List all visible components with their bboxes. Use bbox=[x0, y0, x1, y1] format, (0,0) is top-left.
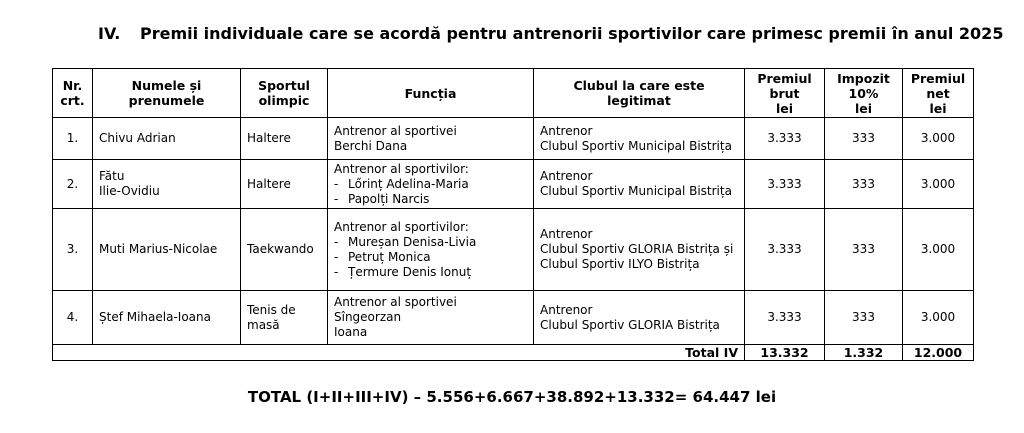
cell-club: Antrenor Clubul Sportiv GLORIA Bistrița bbox=[534, 291, 745, 345]
cell-name: Muti Marius-Nicolae bbox=[93, 209, 241, 291]
cell-name: Chivu Adrian bbox=[93, 118, 241, 160]
list-item: - Papolți Narcis bbox=[334, 191, 430, 206]
section-number: IV. bbox=[98, 24, 121, 43]
cell-sport: Haltere bbox=[241, 160, 328, 209]
cell-net: 3.000 bbox=[903, 291, 974, 345]
cell-sport: Tenis de masă bbox=[241, 291, 328, 345]
cell-net: 3.000 bbox=[903, 118, 974, 160]
total-net: 12.000 bbox=[903, 345, 974, 361]
cell-tax: 333 bbox=[825, 118, 903, 160]
total-row bbox=[53, 345, 974, 361]
list-item: - Mureșan Denisa-Livia bbox=[334, 234, 477, 249]
cell-nr: 2. bbox=[53, 160, 93, 209]
table-row bbox=[53, 291, 974, 345]
list-item: - Petruț Monica bbox=[334, 249, 431, 264]
awards-table bbox=[52, 68, 974, 361]
cell-nr: 3. bbox=[53, 209, 93, 291]
header-club: Clubul la care este legitimat bbox=[534, 69, 745, 118]
header-function: Funcția bbox=[328, 69, 534, 118]
cell-function: Antrenor al sportivilor: - Lőrinț Adelina-Maria - Papolți Narcis bbox=[328, 160, 534, 209]
grand-total: TOTAL (I+II+III+IV) – 5.556+6.667+38.892+13.332= 64.447 lei bbox=[247, 388, 777, 406]
cell-gross: 3.333 bbox=[745, 291, 825, 345]
cell-name: Ștef Mihaela-Ioana bbox=[93, 291, 241, 345]
cell-nr: 4. bbox=[53, 291, 93, 345]
cell-sport: Taekwando bbox=[241, 209, 328, 291]
cell-function: Antrenor al sportivei Berchi Dana bbox=[328, 118, 534, 160]
cell-club: Antrenor Clubul Sportiv Municipal Bistrița bbox=[534, 118, 745, 160]
total-gross: 13.332 bbox=[745, 345, 825, 361]
cell-nr: 1. bbox=[53, 118, 93, 160]
cell-tax: 333 bbox=[825, 160, 903, 209]
header-gross: Premiul brut lei bbox=[745, 69, 825, 118]
cell-gross: 3.333 bbox=[745, 209, 825, 291]
cell-gross: 3.333 bbox=[745, 118, 825, 160]
cell-net: 3.000 bbox=[903, 160, 974, 209]
section-title-text: Premii individuale care se acordă pentru antrenorii sportivilor care primesc premii în anul 2025 bbox=[140, 24, 1004, 43]
list-item: - Lőrinț Adelina-Maria bbox=[334, 176, 469, 191]
cell-function: Antrenor al sportivei Sîngeorzan Ioana bbox=[328, 291, 534, 345]
list-item: - Țermure Denis Ionuț bbox=[334, 264, 472, 279]
cell-net: 3.000 bbox=[903, 209, 974, 291]
cell-function: Antrenor al sportivilor: - Mureșan Denisa-Livia - Petruț Monica - Țermure Denis Ionuț bbox=[328, 209, 534, 291]
total-label: Total IV bbox=[53, 345, 745, 361]
table-row bbox=[53, 160, 974, 209]
section-title bbox=[98, 24, 1003, 43]
cell-tax: 333 bbox=[825, 291, 903, 345]
total-tax: 1.332 bbox=[825, 345, 903, 361]
cell-sport: Haltere bbox=[241, 118, 328, 160]
table-row bbox=[53, 209, 974, 291]
cell-name: Fătu Ilie-Ovidiu bbox=[93, 160, 241, 209]
table-row bbox=[53, 118, 974, 160]
header-sport: Sportul olimpic bbox=[241, 69, 328, 118]
cell-club: Antrenor Clubul Sportiv GLORIA Bistrița și Clubul Sportiv ILYO Bistrița bbox=[534, 209, 745, 291]
cell-club: Antrenor Clubul Sportiv Municipal Bistrița bbox=[534, 160, 745, 209]
cell-gross: 3.333 bbox=[745, 160, 825, 209]
header-name: Numele și prenumele bbox=[93, 69, 241, 118]
header-tax: Impozit 10% lei bbox=[825, 69, 903, 118]
table-header-row bbox=[53, 69, 974, 118]
header-nr: Nr. crt. bbox=[53, 69, 93, 118]
cell-tax: 333 bbox=[825, 209, 903, 291]
header-net: Premiul net lei bbox=[903, 69, 974, 118]
